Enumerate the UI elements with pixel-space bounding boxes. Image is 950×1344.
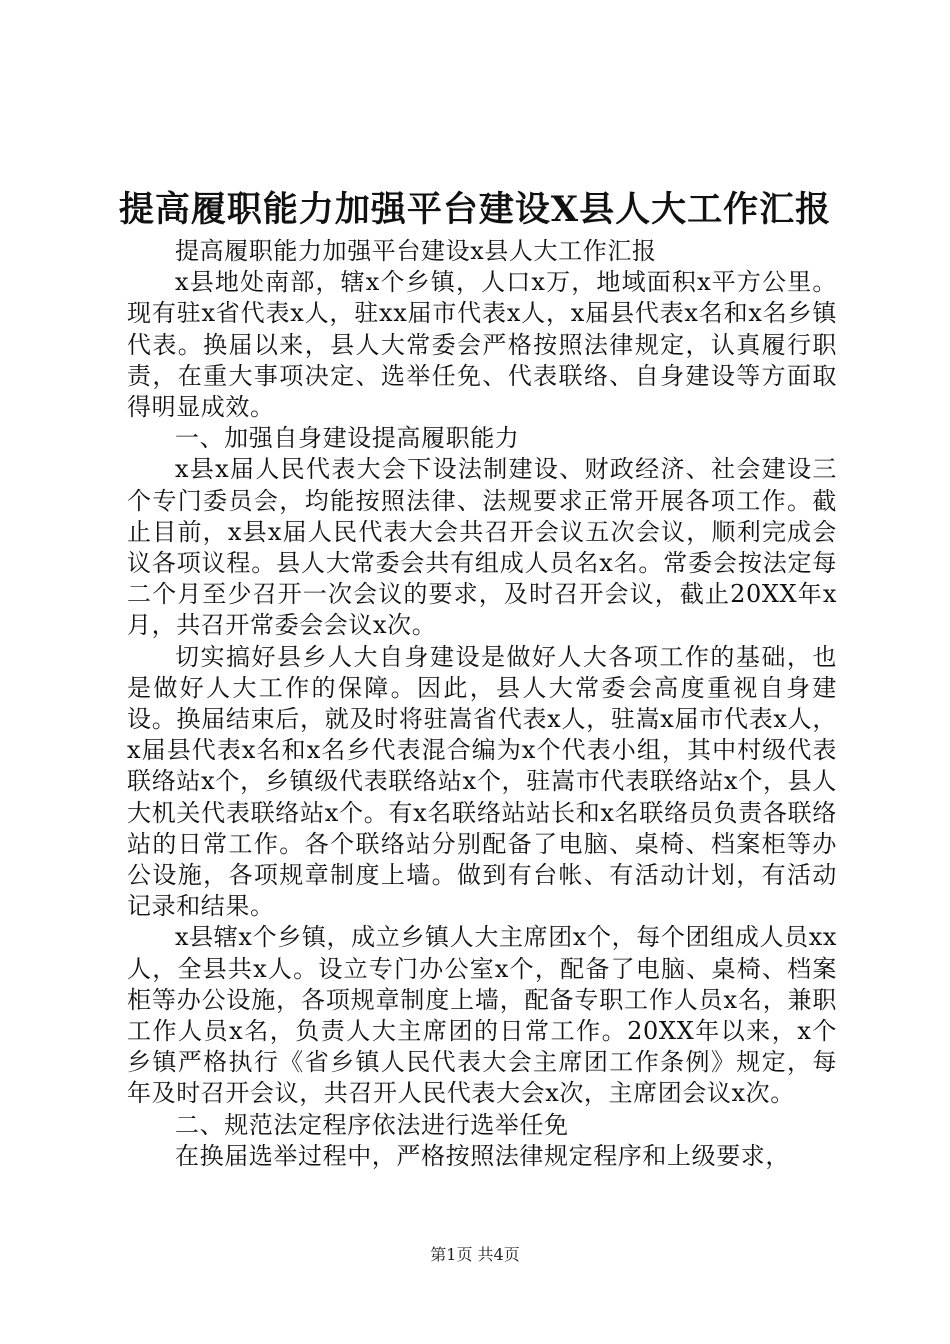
page-indicator: 第1页 共4页 bbox=[430, 1245, 520, 1264]
subtitle-line: 提高履职能力加强平台建设x县人大工作汇报 bbox=[175, 237, 657, 265]
paragraph-township-presidium: x县辖x个乡镇，成立乡镇人大主席团x个，每个团组成人员xx人，全县共x人。设立专门办公室x个，配备了电脑、桌椅、档案柜等办公设施，各项规章制度上墙，配备专职工作人员x名，兼职工作人员x名，负责人大主席团的日常工作。20XX年以来，x个乡镇严格执行《省乡镇人民代表大会主席团工作条例》规定，每年及时召开会议，共召开人民代表大会x次，主席团会议x次。 bbox=[127, 923, 837, 1108]
document-body bbox=[127, 236, 837, 1172]
paragraph-intro: x县地处南部，辖x个乡镇，人口x万，地域面积x平方公里。现有驻x省代表x人，驻xx届市代表x人，x届县代表x名和x名乡镇代表。换届以来，县人大常委会严格按照法律规定，认真履行职责，在重大事项决定、选举任免、代表联络、自身建设等方面取得明显成效。 bbox=[127, 268, 837, 422]
paragraph-election: 在换届选举过程中，严格按照法律规定程序和上级要求， bbox=[175, 1141, 790, 1170]
paragraph-committees: x县x届人民代表大会下设法制建设、财政经济、社会建设三个专门委员会，均能按照法律、法规要求正常开展各项工作。截止目前，x县x届人民代表大会共召开会议五次会议，顺利完成会议各项议程。县人大常委会共有组成人员名x名。常委会按法定每二个月至少召开一次会议的要求，及时召开会议，截止20XX年x月，共召开常委会会议x次。 bbox=[127, 455, 837, 640]
document-title: 提高履职能力加强平台建设X县人大工作汇报 bbox=[118, 189, 832, 230]
paragraph-self-building: 切实搞好县乡人大自身建设是做好人大各项工作的基础，也是做好人大工作的保障。因此，县人大常委会高度重视自身建设。换届结束后，就及时将驻嵩省代表x人，驻嵩x届市代表x人，x届县代表x名和x名乡代表混合编为x个代表小组，其中村级代表联络站x个，乡镇级代表联络站x个，驻嵩市代表联络站x个，县人大机关代表联络站x个。有x名联络站站长和x名联络员负责各联络站的日常工作。各个联络站分别配备了电脑、桌椅、档案柜等办公设施，各项规章制度上墙。做到有台帐、有活动计划，有活动记录和结果。 bbox=[127, 642, 837, 921]
section-heading-2: 二、规范法定程序依法进行选举任免 bbox=[175, 1110, 569, 1139]
section-heading-1: 一、加强自身建设提高履职能力 bbox=[175, 424, 520, 453]
